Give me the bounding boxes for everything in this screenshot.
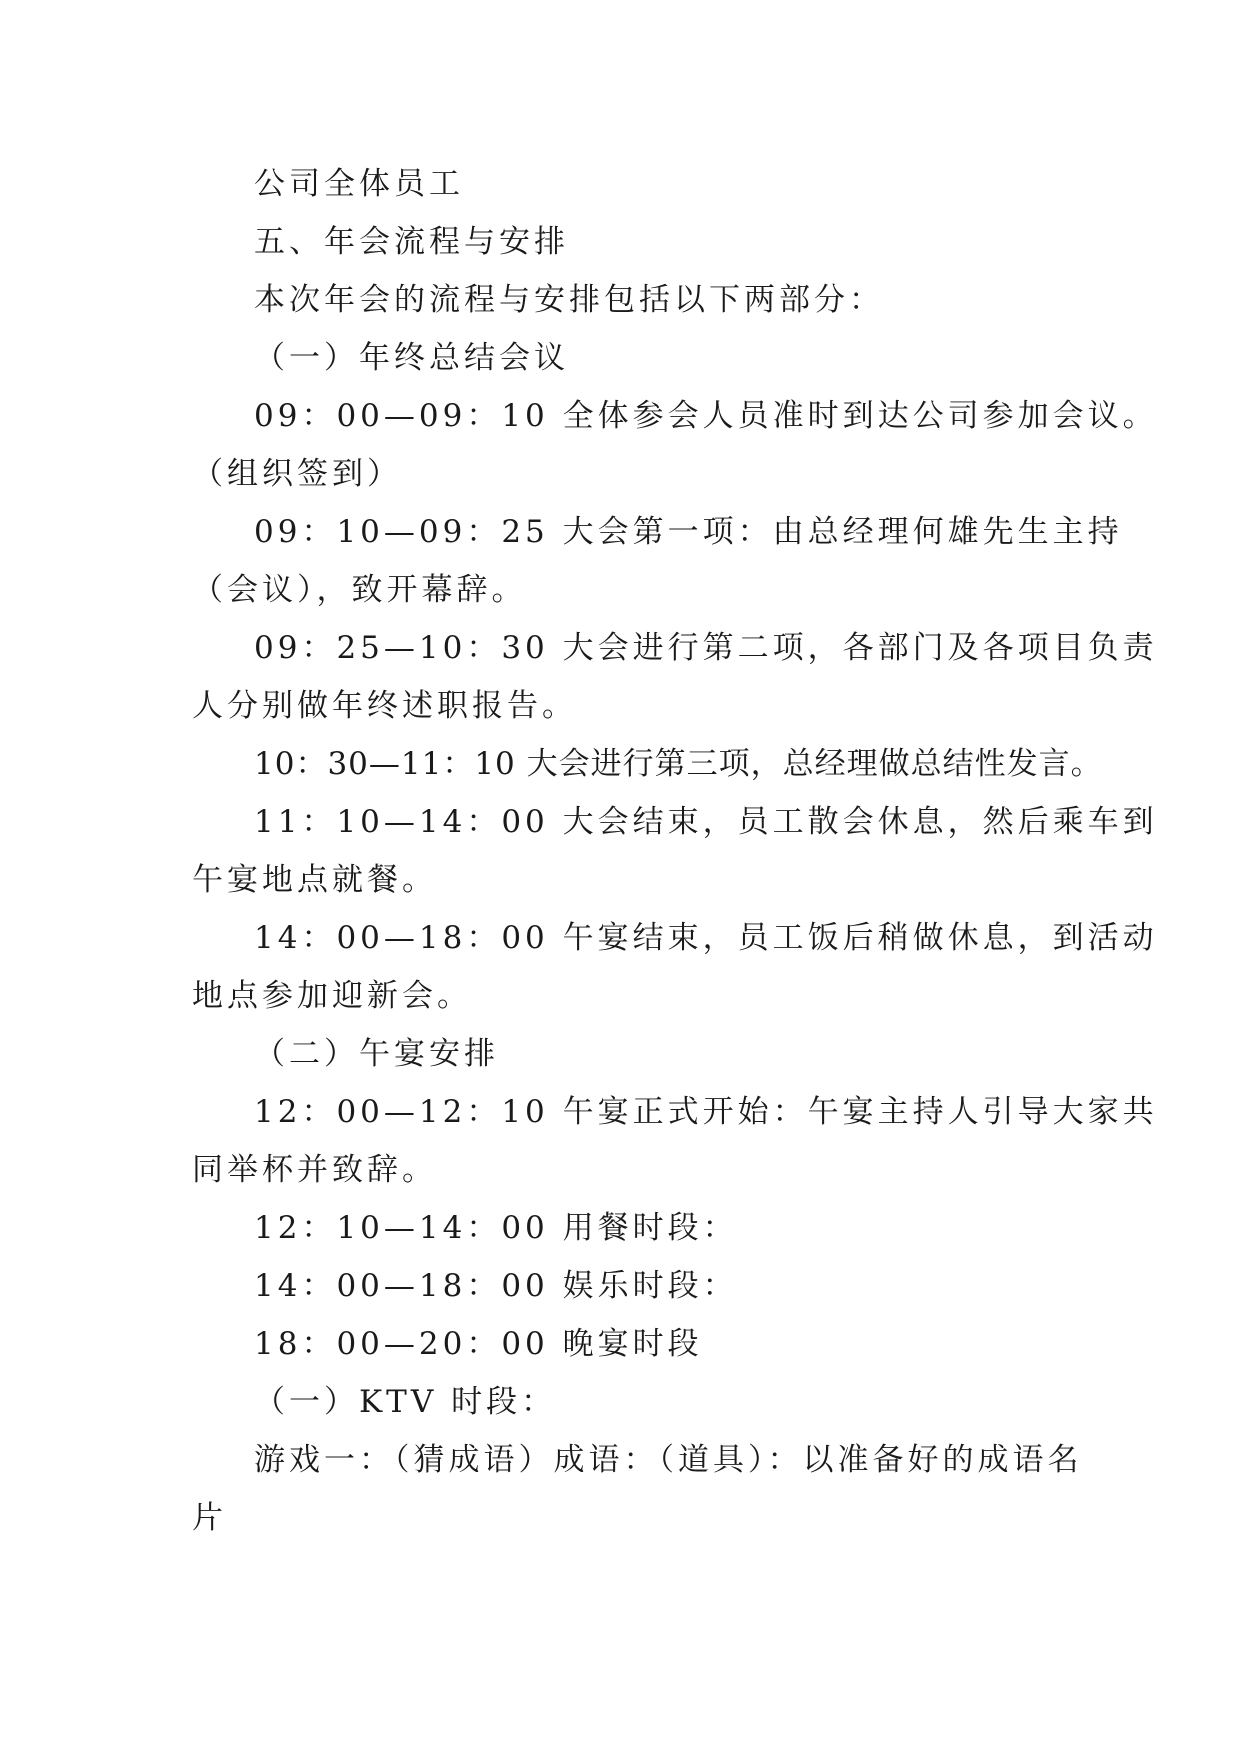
schedule-line: 12：00—12：10 午宴正式开始：午宴主持人引导大家共: [254, 1094, 1158, 1130]
schedule-line-continuation: 同举杯并致辞。: [192, 1152, 437, 1188]
paragraph-line: 公司全体员工: [254, 166, 464, 202]
schedule-line: 09：00—09：10 全体参会人员准时到达公司参加会议。: [254, 398, 1158, 434]
paragraph-line-continuation: 片: [192, 1500, 227, 1536]
schedule-line: 09：25—10：30 大会进行第二项，各部门及各项目负责: [254, 630, 1158, 666]
schedule-line-continuation: 地点参加迎新会。: [192, 978, 472, 1014]
schedule-line: 09：10—09：25 大会第一项：由总经理何雄先生主持: [254, 514, 1123, 550]
schedule-line: 11：10—14：00 大会结束，员工散会休息，然后乘车到: [254, 804, 1158, 840]
schedule-line-continuation: 午宴地点就餐。: [192, 862, 437, 898]
schedule-line-continuation: 人分别做年终述职报告。: [192, 688, 577, 724]
paragraph-line: 游戏一：（猜成语）成语：（道具）：以准备好的成语名: [254, 1442, 1083, 1478]
schedule-line: 12：10—14：00 用餐时段：: [254, 1210, 738, 1246]
schedule-line: 18：00—20：00 晚宴时段: [254, 1326, 703, 1362]
subsection-heading: （一）年终总结会议: [254, 340, 569, 376]
schedule-line-continuation: （会议），致开幕辞。: [192, 572, 527, 608]
schedule-line-continuation: （组织签到）: [192, 456, 402, 492]
document-body: [192, 155, 1158, 1547]
schedule-line: 14：00—18：00 午宴结束，员工饭后稍做休息，到活动: [254, 920, 1158, 956]
schedule-line: 10：30—11：10 大会进行第三项，总经理做总结性发言。: [254, 746, 1103, 782]
paragraph-line: 本次年会的流程与安排包括以下两部分：: [254, 282, 884, 318]
subsection-heading: （二）午宴安排: [254, 1036, 499, 1072]
section-heading: 五、年会流程与安排: [254, 224, 569, 260]
subsection-heading: （一）KTV 时段：: [254, 1384, 557, 1420]
schedule-line: 14：00—18：00 娱乐时段：: [254, 1268, 738, 1304]
